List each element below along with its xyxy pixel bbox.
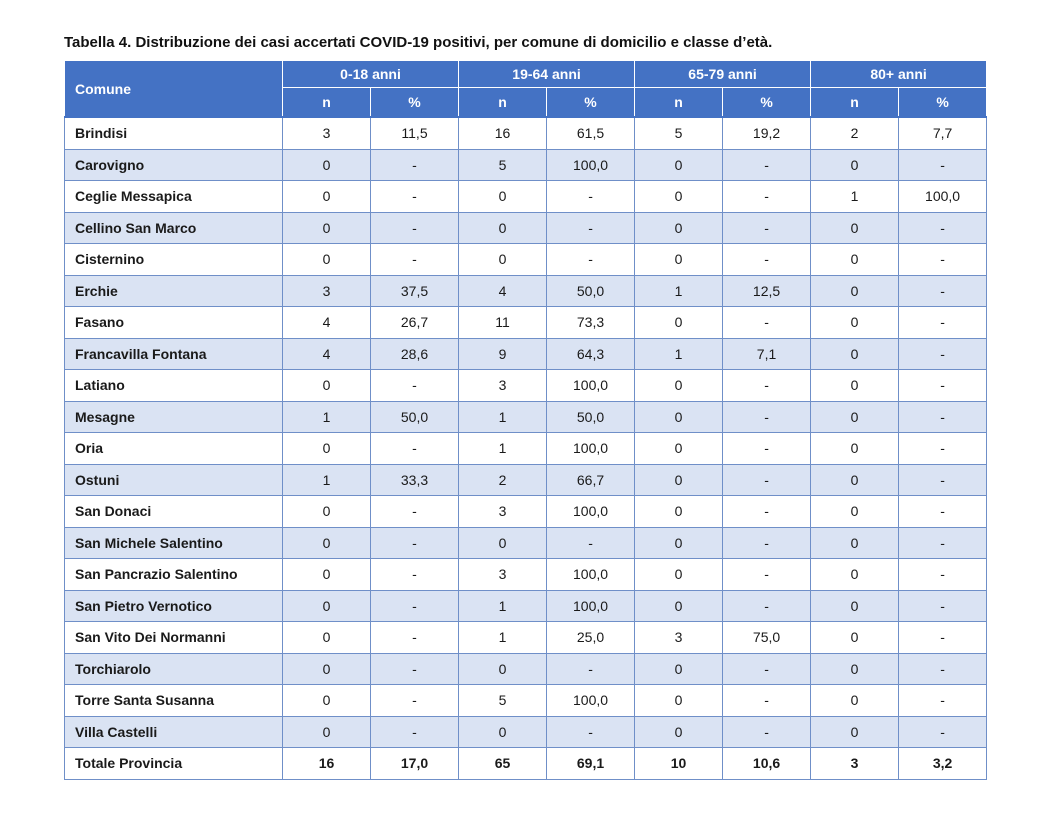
cell-count: 0 (635, 464, 723, 496)
cell-percent: - (371, 527, 459, 559)
cell-count: 3 (283, 117, 371, 149)
cell-percent: - (723, 149, 811, 181)
cell-count: 0 (459, 527, 547, 559)
cell-percent: - (723, 307, 811, 339)
header-group-65-79: 65-79 anni (635, 61, 811, 88)
cell-percent: - (899, 244, 987, 276)
comune-name: Brindisi (65, 117, 283, 149)
cell-percent: - (899, 527, 987, 559)
cell-percent: - (371, 685, 459, 717)
comune-name: Torre Santa Susanna (65, 685, 283, 717)
cell-percent: 26,7 (371, 307, 459, 339)
table-row (65, 117, 987, 149)
cell-percent: 100,0 (547, 590, 635, 622)
cell-percent: - (899, 401, 987, 433)
table-row (65, 590, 987, 622)
comune-name: Francavilla Fontana (65, 338, 283, 370)
table-row (65, 338, 987, 370)
cell-count: 0 (459, 181, 547, 213)
table-row (65, 181, 987, 213)
cell-percent: - (371, 433, 459, 465)
cell-percent: 100,0 (899, 181, 987, 213)
comune-name: Ceglie Messapica (65, 181, 283, 213)
table-row (65, 433, 987, 465)
cell-count: 0 (811, 496, 899, 528)
cell-count: 2 (459, 464, 547, 496)
cell-percent: - (899, 212, 987, 244)
cell-percent: - (723, 212, 811, 244)
cell-percent: - (723, 527, 811, 559)
cell-count: 10 (635, 748, 723, 780)
cell-count: 0 (635, 716, 723, 748)
comune-name: Ostuni (65, 464, 283, 496)
cell-count: 0 (811, 149, 899, 181)
cell-count: 0 (811, 590, 899, 622)
cell-percent: 50,0 (547, 275, 635, 307)
cell-count: 4 (283, 307, 371, 339)
table-row (65, 401, 987, 433)
cell-percent: 61,5 (547, 117, 635, 149)
cell-percent: 12,5 (723, 275, 811, 307)
cell-count: 0 (459, 653, 547, 685)
cell-percent: 73,3 (547, 307, 635, 339)
comune-name: Carovigno (65, 149, 283, 181)
cell-count: 0 (811, 527, 899, 559)
cell-percent: - (899, 370, 987, 402)
cell-count: 0 (811, 622, 899, 654)
cell-count: 1 (283, 401, 371, 433)
comune-name: San Michele Salentino (65, 527, 283, 559)
comune-name: Cisternino (65, 244, 283, 276)
cell-percent: 17,0 (371, 748, 459, 780)
cell-count: 1 (459, 590, 547, 622)
table-row (65, 149, 987, 181)
cell-percent: - (899, 149, 987, 181)
cell-count: 0 (635, 307, 723, 339)
cell-percent: - (723, 653, 811, 685)
cell-percent: - (899, 433, 987, 465)
cell-count: 3 (811, 748, 899, 780)
cell-count: 0 (811, 370, 899, 402)
cell-count: 0 (459, 244, 547, 276)
cell-count: 0 (283, 527, 371, 559)
cell-percent: - (723, 716, 811, 748)
cell-percent: 19,2 (723, 117, 811, 149)
cell-percent: - (371, 622, 459, 654)
cell-percent: - (371, 653, 459, 685)
header-group-0-18: 0-18 anni (283, 61, 459, 88)
cell-percent: - (547, 653, 635, 685)
cell-count: 0 (283, 622, 371, 654)
cell-count: 0 (283, 370, 371, 402)
cell-percent: 50,0 (547, 401, 635, 433)
cell-percent: - (723, 370, 811, 402)
comune-name: Villa Castelli (65, 716, 283, 748)
header-sub-percent: % (547, 88, 635, 118)
cell-percent: - (899, 559, 987, 591)
cell-count: 0 (811, 716, 899, 748)
cell-percent: - (547, 244, 635, 276)
cell-count: 0 (811, 244, 899, 276)
cell-count: 0 (635, 527, 723, 559)
cell-count: 5 (459, 149, 547, 181)
cell-count: 0 (811, 559, 899, 591)
cell-percent: - (547, 181, 635, 213)
cell-percent: - (723, 464, 811, 496)
cell-count: 0 (811, 433, 899, 465)
cell-count: 0 (811, 653, 899, 685)
cell-percent: - (899, 338, 987, 370)
cell-percent: - (723, 401, 811, 433)
header-sub-n: n (459, 88, 547, 118)
cell-count: 3 (459, 370, 547, 402)
cell-count: 0 (635, 590, 723, 622)
cell-count: 0 (811, 338, 899, 370)
cell-count: 3 (459, 559, 547, 591)
cell-count: 0 (635, 212, 723, 244)
cell-count: 65 (459, 748, 547, 780)
cell-count: 1 (459, 433, 547, 465)
cell-count: 16 (283, 748, 371, 780)
cell-count: 0 (635, 559, 723, 591)
cell-count: 0 (283, 716, 371, 748)
cell-count: 0 (283, 212, 371, 244)
cell-count: 2 (811, 117, 899, 149)
cell-percent: - (899, 275, 987, 307)
cell-count: 0 (283, 559, 371, 591)
cell-percent: - (371, 244, 459, 276)
cell-count: 0 (283, 685, 371, 717)
cell-count: 1 (635, 275, 723, 307)
cell-percent: - (899, 716, 987, 748)
cell-count: 0 (283, 433, 371, 465)
cell-count: 0 (811, 307, 899, 339)
cell-percent: 37,5 (371, 275, 459, 307)
cell-percent: 100,0 (547, 559, 635, 591)
cell-percent: - (547, 212, 635, 244)
header-sub-n: n (811, 88, 899, 118)
comune-name: San Donaci (65, 496, 283, 528)
comune-name: San Pancrazio Salentino (65, 559, 283, 591)
cell-count: 0 (283, 244, 371, 276)
cell-percent: 3,2 (899, 748, 987, 780)
cell-percent: 10,6 (723, 748, 811, 780)
cell-count: 9 (459, 338, 547, 370)
cell-percent: - (723, 559, 811, 591)
cell-count: 3 (635, 622, 723, 654)
cell-percent: - (371, 590, 459, 622)
cell-count: 0 (811, 401, 899, 433)
caption-text: Distribuzione dei casi accertati COVID-19 positivi, per comune di domicilio e classe d’età. (135, 34, 773, 51)
cell-percent: 100,0 (547, 149, 635, 181)
comune-name: Erchie (65, 275, 283, 307)
comune-name: Fasano (65, 307, 283, 339)
cell-percent: - (723, 433, 811, 465)
cell-percent: 75,0 (723, 622, 811, 654)
table-row (65, 212, 987, 244)
cell-count: 1 (459, 401, 547, 433)
header-group-19-64: 19-64 anni (459, 61, 635, 88)
cell-percent: 11,5 (371, 117, 459, 149)
cell-count: 0 (283, 496, 371, 528)
cell-percent: 33,3 (371, 464, 459, 496)
comune-name: Totale Provincia (65, 748, 283, 780)
table-body (65, 117, 987, 779)
cell-count: 0 (635, 401, 723, 433)
cell-count: 0 (283, 653, 371, 685)
header-group-80-plus: 80+ anni (811, 61, 987, 88)
table-row (65, 716, 987, 748)
cell-percent: 50,0 (371, 401, 459, 433)
cell-count: 0 (635, 496, 723, 528)
cell-count: 0 (635, 653, 723, 685)
cell-percent: - (723, 496, 811, 528)
cell-count: 1 (635, 338, 723, 370)
cell-count: 1 (459, 622, 547, 654)
cases-table (64, 60, 987, 780)
table-row (65, 559, 987, 591)
cell-percent: - (371, 716, 459, 748)
cell-percent: - (899, 307, 987, 339)
cell-percent: 28,6 (371, 338, 459, 370)
table-row (65, 653, 987, 685)
cell-count: 0 (283, 590, 371, 622)
cell-count: 3 (459, 496, 547, 528)
cell-count: 0 (635, 370, 723, 402)
cell-percent: - (899, 590, 987, 622)
cell-count: 0 (811, 464, 899, 496)
cell-count: 3 (283, 275, 371, 307)
comune-name: Mesagne (65, 401, 283, 433)
cell-percent: 69,1 (547, 748, 635, 780)
cell-percent: - (371, 181, 459, 213)
header-sub-percent: % (371, 88, 459, 118)
table-row (65, 307, 987, 339)
cell-count: 16 (459, 117, 547, 149)
cell-percent: 64,3 (547, 338, 635, 370)
cell-count: 0 (811, 275, 899, 307)
cell-percent: 25,0 (547, 622, 635, 654)
cell-count: 1 (811, 181, 899, 213)
cell-percent: - (547, 716, 635, 748)
cell-percent: - (371, 496, 459, 528)
table-row (65, 244, 987, 276)
total-row (65, 748, 987, 780)
header-sub-percent: % (723, 88, 811, 118)
cell-percent: - (723, 590, 811, 622)
cell-percent: - (899, 464, 987, 496)
cell-percent: - (371, 212, 459, 244)
table-row (65, 275, 987, 307)
cell-count: 11 (459, 307, 547, 339)
cell-percent: - (547, 527, 635, 559)
cell-count: 0 (811, 685, 899, 717)
cell-percent: - (899, 496, 987, 528)
comune-name: Cellino San Marco (65, 212, 283, 244)
cell-count: 4 (283, 338, 371, 370)
cell-percent: 100,0 (547, 685, 635, 717)
cell-count: 0 (635, 149, 723, 181)
cell-count: 0 (811, 212, 899, 244)
cell-percent: - (899, 622, 987, 654)
cell-count: 0 (459, 212, 547, 244)
header-sub-n: n (635, 88, 723, 118)
comune-name: Oria (65, 433, 283, 465)
table-row (65, 496, 987, 528)
table-row (65, 685, 987, 717)
cell-count: 0 (635, 685, 723, 717)
cell-percent: - (723, 181, 811, 213)
table-caption (64, 34, 772, 51)
comune-name: San Vito Dei Normanni (65, 622, 283, 654)
cell-count: 5 (459, 685, 547, 717)
comune-name: San Pietro Vernotico (65, 590, 283, 622)
cell-percent: 100,0 (547, 433, 635, 465)
cell-count: 0 (635, 433, 723, 465)
table-row (65, 464, 987, 496)
cell-count: 0 (635, 181, 723, 213)
comune-name: Torchiarolo (65, 653, 283, 685)
cell-count: 0 (459, 716, 547, 748)
cell-percent: 7,7 (899, 117, 987, 149)
cell-percent: - (723, 244, 811, 276)
cell-percent: - (371, 149, 459, 181)
cell-percent: - (723, 685, 811, 717)
cell-percent: 100,0 (547, 496, 635, 528)
table-row (65, 622, 987, 654)
table-row (65, 370, 987, 402)
cell-percent: - (371, 370, 459, 402)
comune-name: Latiano (65, 370, 283, 402)
caption-label: Tabella 4. (64, 34, 132, 51)
cell-count: 4 (459, 275, 547, 307)
cell-count: 0 (283, 181, 371, 213)
cell-count: 0 (283, 149, 371, 181)
cell-percent: - (899, 653, 987, 685)
cell-percent: - (371, 559, 459, 591)
cell-count: 5 (635, 117, 723, 149)
header-sub-n: n (283, 88, 371, 118)
cell-count: 0 (635, 244, 723, 276)
header-row-groups (65, 61, 987, 88)
cell-percent: 100,0 (547, 370, 635, 402)
cell-percent: - (899, 685, 987, 717)
cell-count: 1 (283, 464, 371, 496)
cell-percent: 7,1 (723, 338, 811, 370)
table-row (65, 527, 987, 559)
cell-percent: 66,7 (547, 464, 635, 496)
header-comune: Comune (65, 61, 283, 118)
header-sub-percent: % (899, 88, 987, 118)
